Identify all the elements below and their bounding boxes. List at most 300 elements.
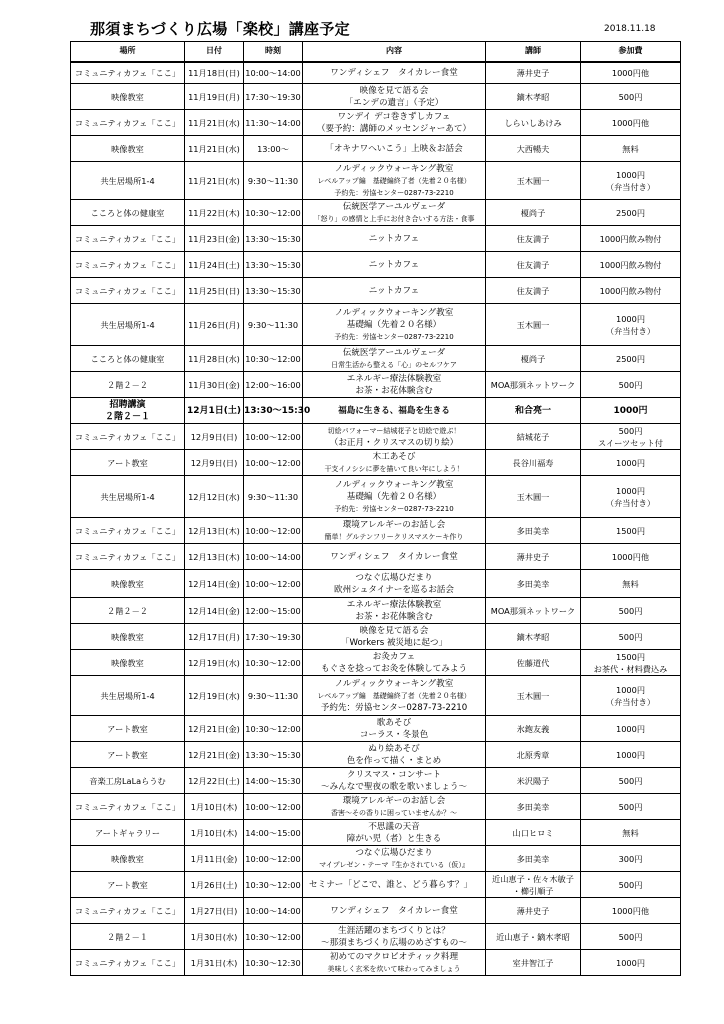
cell-content — [303, 676, 486, 716]
cell-instructor — [486, 518, 581, 544]
cell-instructor — [486, 676, 581, 716]
table-row — [71, 252, 681, 278]
fee-text: お茶代・材料費込み — [593, 663, 668, 674]
cell-fee — [581, 162, 681, 200]
cell-instructor — [486, 544, 581, 570]
table-row — [71, 110, 681, 136]
table-row — [71, 226, 681, 252]
instructor-name: 薄井史子 — [516, 905, 550, 916]
cell-date: 11月25日(日) — [185, 278, 244, 304]
fee-text: 2500円 — [615, 207, 646, 218]
instructor-name: 米沢陽子 — [516, 775, 550, 786]
content-line: 香害～その香りに困っていませんか？～ — [331, 808, 457, 817]
cell-place — [71, 570, 185, 598]
cell-date: 12月19日(水) — [185, 650, 244, 676]
content-line: お茶・お花体験含む — [355, 611, 433, 622]
cell-fee — [581, 794, 681, 820]
table-row — [71, 624, 681, 650]
cell-time: 10:00～12:00 — [244, 518, 303, 544]
cell-instructor — [486, 84, 581, 110]
cell-date: 11月21日(水) — [185, 110, 244, 136]
table-row — [71, 924, 681, 950]
cell-instructor — [486, 304, 581, 346]
cell-content — [303, 820, 486, 846]
cell-place — [71, 624, 185, 650]
fee-text: 1500円 — [615, 525, 646, 536]
cell-date: 11月21日(水) — [185, 136, 244, 162]
table-row — [71, 598, 681, 624]
cell-instructor — [486, 278, 581, 304]
cell-place — [71, 794, 185, 820]
fee-text: 1000円飲み物付 — [599, 233, 662, 244]
cell-time: 9:30～11:30 — [244, 476, 303, 518]
cell-content — [303, 872, 486, 898]
fee-text: 1000円他 — [611, 905, 650, 916]
cell-instructor — [486, 226, 581, 252]
cell-content — [303, 950, 486, 976]
cell-place — [71, 924, 185, 950]
cell-place — [71, 162, 185, 200]
instructor-name: 榎尚子 — [520, 353, 546, 364]
place-text: ２階２－２ — [107, 605, 148, 616]
place-text: コミュニティカフェ「ここ」 — [74, 525, 181, 536]
place-text: アート教室 — [107, 723, 148, 734]
cell-content — [303, 278, 486, 304]
cell-fee — [581, 62, 681, 84]
content-line: マイプレゼン・テーマ『生かされている（仮）』 — [319, 860, 469, 869]
instructor-name: 多田美幸 — [516, 801, 550, 812]
cell-fee — [581, 518, 681, 544]
cell-content — [303, 570, 486, 598]
place-text: ２階２－１ — [104, 411, 150, 422]
instructor-name: 室井智江子 — [512, 957, 554, 968]
cell-content — [303, 598, 486, 624]
table-row — [71, 794, 681, 820]
instructor-name: 多田美幸 — [516, 853, 550, 864]
cell-fee — [581, 398, 681, 424]
content-line: ワンディシェフ タイカレー食堂 — [330, 905, 458, 916]
content-line: ～那須まちづくり広場のめざすもの～ — [320, 937, 467, 948]
instructor-name: 榎尚子 — [520, 207, 546, 218]
fee-text: 1500円 — [615, 651, 646, 662]
cell-date: 12月1日(土) — [185, 398, 244, 424]
cell-date: 12月13日(木) — [185, 544, 244, 570]
column-header-place: 場所 — [71, 42, 185, 62]
content-line: 簡単！グルテンフリークリスマスケーキ作り — [324, 532, 464, 541]
cell-date: 12月21日(金) — [185, 742, 244, 768]
cell-instructor — [486, 110, 581, 136]
fee-text: 300円 — [618, 853, 643, 864]
cell-content — [303, 544, 486, 570]
cell-place — [71, 372, 185, 398]
content-line: 切絵パフォーマー結城花子と切絵で遊ぶ！ — [327, 426, 461, 435]
cell-fee — [581, 950, 681, 976]
content-line: ワンディシェフ タイカレー食堂 — [330, 551, 458, 562]
column-header-content: 内容 — [303, 42, 486, 62]
cell-instructor — [486, 950, 581, 976]
fee-text: 1000円 — [615, 457, 646, 468]
cell-date: 1月10日(木) — [185, 820, 244, 846]
cell-fee — [581, 372, 681, 398]
cell-content — [303, 84, 486, 110]
content-line: レベルアップ編 基礎編終了者（先着２０名様） — [317, 176, 471, 185]
place-text: アート教室 — [107, 879, 148, 890]
content-line: エネルギー療法体験教室 — [346, 373, 442, 384]
cell-place — [71, 346, 185, 372]
cell-date: 1月10日(木) — [185, 794, 244, 820]
cell-place — [71, 950, 185, 976]
cell-fee — [581, 820, 681, 846]
cell-date: 12月9日(日) — [185, 450, 244, 476]
cell-time: 10:00～12:00 — [244, 794, 303, 820]
cell-fee — [581, 346, 681, 372]
cell-place — [71, 544, 185, 570]
content-line: 映像を見て語る会 — [359, 625, 429, 636]
cell-time: 13:30～15:30 — [244, 398, 303, 424]
cell-time: 12:00～16:00 — [244, 372, 303, 398]
instructor-name: 薄井史子 — [516, 551, 550, 562]
fee-text: 1000円 — [615, 169, 646, 180]
instructor-name: 玉木圓一 — [516, 491, 550, 502]
content-line: コーラス・冬景色 — [359, 729, 429, 740]
place-text: コミュニティカフェ「ここ」 — [74, 957, 181, 968]
cell-instructor — [486, 716, 581, 742]
cell-time: 10:00～12:00 — [244, 846, 303, 872]
cell-date: 1月11日(金) — [185, 846, 244, 872]
table-row — [71, 950, 681, 976]
cell-date: 12月12日(水) — [185, 476, 244, 518]
table-row — [71, 544, 681, 570]
cell-fee — [581, 624, 681, 650]
cell-date: 12月21日(金) — [185, 716, 244, 742]
content-line: 基礎編（先着２０名様） — [346, 319, 442, 330]
fee-text: 1000円他 — [611, 67, 650, 78]
cell-fee — [581, 450, 681, 476]
column-header-date: 日付 — [185, 42, 244, 62]
cell-fee — [581, 716, 681, 742]
cell-instructor — [486, 450, 581, 476]
cell-time: 10:00～14:00 — [244, 898, 303, 924]
content-line: ぬり絵あそび — [368, 743, 420, 754]
cell-fee — [581, 226, 681, 252]
instructor-name: 佐藤道代 — [516, 657, 550, 668]
place-text: 共生居場所1-4 — [100, 690, 155, 701]
cell-place — [71, 252, 185, 278]
cell-fee — [581, 252, 681, 278]
cell-place — [71, 598, 185, 624]
schedule-table — [70, 41, 681, 976]
cell-date: 11月18日(日) — [185, 62, 244, 84]
fee-text: 1000円 — [615, 313, 646, 324]
cell-instructor — [486, 398, 581, 424]
fee-text: 500円 — [618, 91, 643, 102]
instructor-name: 長谷川福寿 — [512, 457, 554, 468]
cell-fee — [581, 598, 681, 624]
content-line: ニットカフェ — [368, 233, 420, 244]
cell-instructor — [486, 424, 581, 450]
fee-text: 500円 — [618, 801, 643, 812]
content-line: 予約先：労協センター0287-73-2210 — [334, 188, 454, 197]
place-text: 映像教室 — [111, 91, 144, 102]
cell-fee — [581, 768, 681, 794]
cell-content — [303, 768, 486, 794]
cell-date: 12月9日(日) — [185, 424, 244, 450]
cell-place — [71, 820, 185, 846]
instructor-name: MOA那須ネットワーク — [490, 605, 576, 616]
content-line: お灸カフェ — [372, 651, 416, 662]
fee-text: 1000円 — [615, 485, 646, 496]
content-line: （お正月・クリスマスの切り絵） — [329, 437, 459, 448]
fee-text: 1000円 — [613, 405, 648, 416]
cell-place — [71, 398, 185, 424]
instructor-name: 山口ヒロミ — [512, 827, 554, 838]
instructor-name: 結城花子 — [516, 431, 550, 442]
cell-date: 11月30日(金) — [185, 372, 244, 398]
cell-content — [303, 136, 486, 162]
cell-time: 13:30～15:30 — [244, 742, 303, 768]
cell-date: 11月24日(土) — [185, 252, 244, 278]
cell-date: 11月28日(水) — [185, 346, 244, 372]
table-row — [71, 898, 681, 924]
content-line: ノルディックウォーキング教室 — [334, 163, 454, 174]
table-row — [71, 820, 681, 846]
cell-instructor — [486, 624, 581, 650]
cell-content — [303, 846, 486, 872]
cell-instructor — [486, 872, 581, 898]
content-line: 初めてのマクロビオティック料理 — [329, 951, 459, 962]
cell-instructor — [486, 62, 581, 84]
cell-time: 10:30～12:30 — [244, 950, 303, 976]
cell-place — [71, 716, 185, 742]
cell-content — [303, 346, 486, 372]
cell-instructor — [486, 846, 581, 872]
content-line: 歌あそび — [376, 717, 412, 728]
content-line: 美味しく玄米を炊いて味わってみましょう — [327, 964, 461, 973]
fee-text: 500円 — [618, 775, 643, 786]
cell-fee — [581, 544, 681, 570]
instructor-name: 薄井史子 — [516, 67, 550, 78]
table-row — [71, 846, 681, 872]
content-line: ノルディックウォーキング教室 — [334, 678, 454, 689]
cell-place — [71, 226, 185, 252]
content-line: つなぐ広場ひだまり — [355, 847, 433, 858]
table-row — [71, 570, 681, 598]
content-line: エネルギー療法体験教室 — [346, 599, 442, 610]
content-line: 環境アレルギーのお話し会 — [342, 795, 446, 806]
cell-content — [303, 110, 486, 136]
table-row — [71, 650, 681, 676]
cell-place — [71, 110, 185, 136]
cell-instructor — [486, 372, 581, 398]
cell-instructor — [486, 650, 581, 676]
fee-text: 500円 — [618, 631, 643, 642]
place-text: 映像教室 — [111, 143, 144, 154]
content-line: ～みんなで聖夜の歌を歌いましょう～ — [320, 781, 468, 792]
cell-date: 12月14日(金) — [185, 570, 244, 598]
cell-instructor — [486, 768, 581, 794]
place-text: 映像教室 — [111, 578, 144, 589]
cell-instructor — [486, 742, 581, 768]
place-text: こころと体の健康室 — [90, 207, 165, 218]
cell-place — [71, 200, 185, 226]
cell-fee — [581, 200, 681, 226]
place-text: 共生居場所1-4 — [100, 491, 155, 502]
table-row — [71, 742, 681, 768]
fee-text: （弁当付き） — [605, 696, 656, 707]
cell-instructor — [486, 820, 581, 846]
instructor-name: ・櫛引順子 — [512, 885, 554, 896]
cell-fee — [581, 424, 681, 450]
cell-content — [303, 398, 486, 424]
instructor-name: 玉木圓一 — [516, 319, 550, 330]
content-line: ノルディックウォーキング教室 — [334, 479, 454, 490]
cell-instructor — [486, 136, 581, 162]
cell-time: 10:30～12:00 — [244, 924, 303, 950]
place-text: アートギャラリー — [94, 827, 161, 838]
cell-time: 9:30～11:30 — [244, 162, 303, 200]
cell-content — [303, 200, 486, 226]
place-text: 映像教室 — [111, 657, 144, 668]
cell-fee — [581, 136, 681, 162]
cell-place — [71, 846, 185, 872]
cell-instructor — [486, 200, 581, 226]
cell-instructor — [486, 598, 581, 624]
fee-text: 2500円 — [615, 353, 646, 364]
instructor-name: MOA那須ネットワーク — [490, 379, 576, 390]
content-line: ワンディシェフ タイカレー食堂 — [330, 67, 458, 78]
cell-time: 10:00～12:00 — [244, 424, 303, 450]
cell-content — [303, 424, 486, 450]
content-line: 「Workers 被災地に起つ」 — [340, 637, 448, 648]
cell-content — [303, 650, 486, 676]
place-text: 共生居場所1-4 — [100, 175, 155, 186]
cell-instructor — [486, 898, 581, 924]
cell-date: 1月30日(水) — [185, 924, 244, 950]
place-text: コミュニティカフェ「ここ」 — [74, 259, 181, 270]
cell-date: 11月19日(月) — [185, 84, 244, 110]
cell-time: 10:30～12:00 — [244, 716, 303, 742]
content-line: 不思議の天音 — [368, 821, 420, 832]
fee-text: 1000円他 — [611, 117, 650, 128]
cell-time: 9:30～11:30 — [244, 676, 303, 716]
cell-date: 11月22日(木) — [185, 200, 244, 226]
cell-place — [71, 650, 185, 676]
fee-text: 1000円 — [615, 723, 646, 734]
fee-text: 無料 — [622, 578, 639, 589]
instructor-name: 近山恵子・佐々木敏子 — [492, 873, 574, 884]
content-line: 色を作って描く・まとめ — [346, 755, 442, 766]
fee-text: 500円 — [618, 605, 643, 616]
content-line: 映像を見て語る会 — [359, 85, 429, 96]
instructor-name: 大西暢夫 — [516, 143, 550, 154]
place-text: 映像教室 — [111, 853, 144, 864]
place-text: コミュニティカフェ「ここ」 — [74, 905, 181, 916]
place-text: 招聘講演 — [109, 399, 146, 410]
cell-place — [71, 304, 185, 346]
cell-date: 12月22日(土) — [185, 768, 244, 794]
content-line: レベルアップ編 基礎編終了者（先着２０名様） — [317, 691, 471, 700]
fee-text: 無料 — [622, 143, 639, 154]
table-row — [71, 872, 681, 898]
content-line: 欧州シュタイナーを巡るお話会 — [334, 584, 454, 595]
page-title: 那須まちづくり広場「楽校」講座予定 — [90, 20, 350, 38]
instructor-name: 多田美幸 — [516, 525, 550, 536]
cell-content — [303, 304, 486, 346]
cell-time: 11:30～14:00 — [244, 110, 303, 136]
cell-place — [71, 424, 185, 450]
cell-content — [303, 898, 486, 924]
cell-content — [303, 450, 486, 476]
fee-text: 500円 — [618, 379, 643, 390]
cell-time: 10:00～12:00 — [244, 570, 303, 598]
content-line: 生涯活躍のまちづくりとは？ — [338, 925, 450, 936]
table-row — [71, 768, 681, 794]
place-text: コミュニティカフェ「ここ」 — [74, 431, 181, 442]
cell-time: 17:30～19:30 — [244, 624, 303, 650]
cell-date: 12月17日(月) — [185, 624, 244, 650]
place-text: アート教室 — [107, 457, 148, 468]
content-line: 障がい児（者）と生きる — [346, 833, 442, 844]
table-row — [71, 84, 681, 110]
content-line: 予約先：労協センター0287-73-2210 — [320, 702, 468, 713]
cell-time: 10:00～14:00 — [244, 62, 303, 84]
cell-time: 13:00～ — [244, 136, 303, 162]
fee-text: 1000円 — [615, 749, 646, 760]
cell-fee — [581, 676, 681, 716]
cell-place — [71, 136, 185, 162]
cell-content — [303, 476, 486, 518]
column-header-instructor: 講師 — [486, 42, 581, 62]
table-row — [71, 304, 681, 346]
content-line: つなぐ広場ひだまり — [355, 572, 433, 583]
cell-instructor — [486, 346, 581, 372]
cell-time: 10:00～14:00 — [244, 544, 303, 570]
cell-content — [303, 226, 486, 252]
cell-time: 10:30～12:00 — [244, 346, 303, 372]
cell-fee — [581, 304, 681, 346]
fee-text: 1000円 — [615, 684, 646, 695]
cell-place — [71, 742, 185, 768]
cell-date: 1月31日(木) — [185, 950, 244, 976]
place-text: コミュニティカフェ「ここ」 — [74, 551, 181, 562]
fee-text: 1000円飲み物付 — [599, 285, 662, 296]
table-row — [71, 346, 681, 372]
instructor-name: 住友満子 — [516, 285, 550, 296]
cell-date: 12月13日(木) — [185, 518, 244, 544]
content-line: 干支イノシシに夢を描いて良い年にしよう！ — [324, 464, 464, 473]
table-row — [71, 372, 681, 398]
cell-place — [71, 898, 185, 924]
cell-place — [71, 676, 185, 716]
instructor-name: しらいしあけみ — [504, 117, 562, 128]
content-line: 「エンデの遺言」（予定） — [344, 97, 444, 108]
table-row — [71, 518, 681, 544]
cell-place — [71, 278, 185, 304]
cell-date: 1月27日(日) — [185, 898, 244, 924]
cell-fee — [581, 742, 681, 768]
instructor-name: 玉木圓一 — [516, 690, 550, 701]
cell-date: 1月26日(土) — [185, 872, 244, 898]
content-line: 伝統医学アーユルヴェーダ — [342, 347, 446, 358]
cell-instructor — [486, 794, 581, 820]
cell-time: 10:00～12:00 — [244, 450, 303, 476]
cell-content — [303, 372, 486, 398]
instructor-name: 玉木圓一 — [516, 175, 550, 186]
cell-content — [303, 716, 486, 742]
cell-content — [303, 794, 486, 820]
table-row — [71, 716, 681, 742]
table-row — [71, 398, 681, 424]
